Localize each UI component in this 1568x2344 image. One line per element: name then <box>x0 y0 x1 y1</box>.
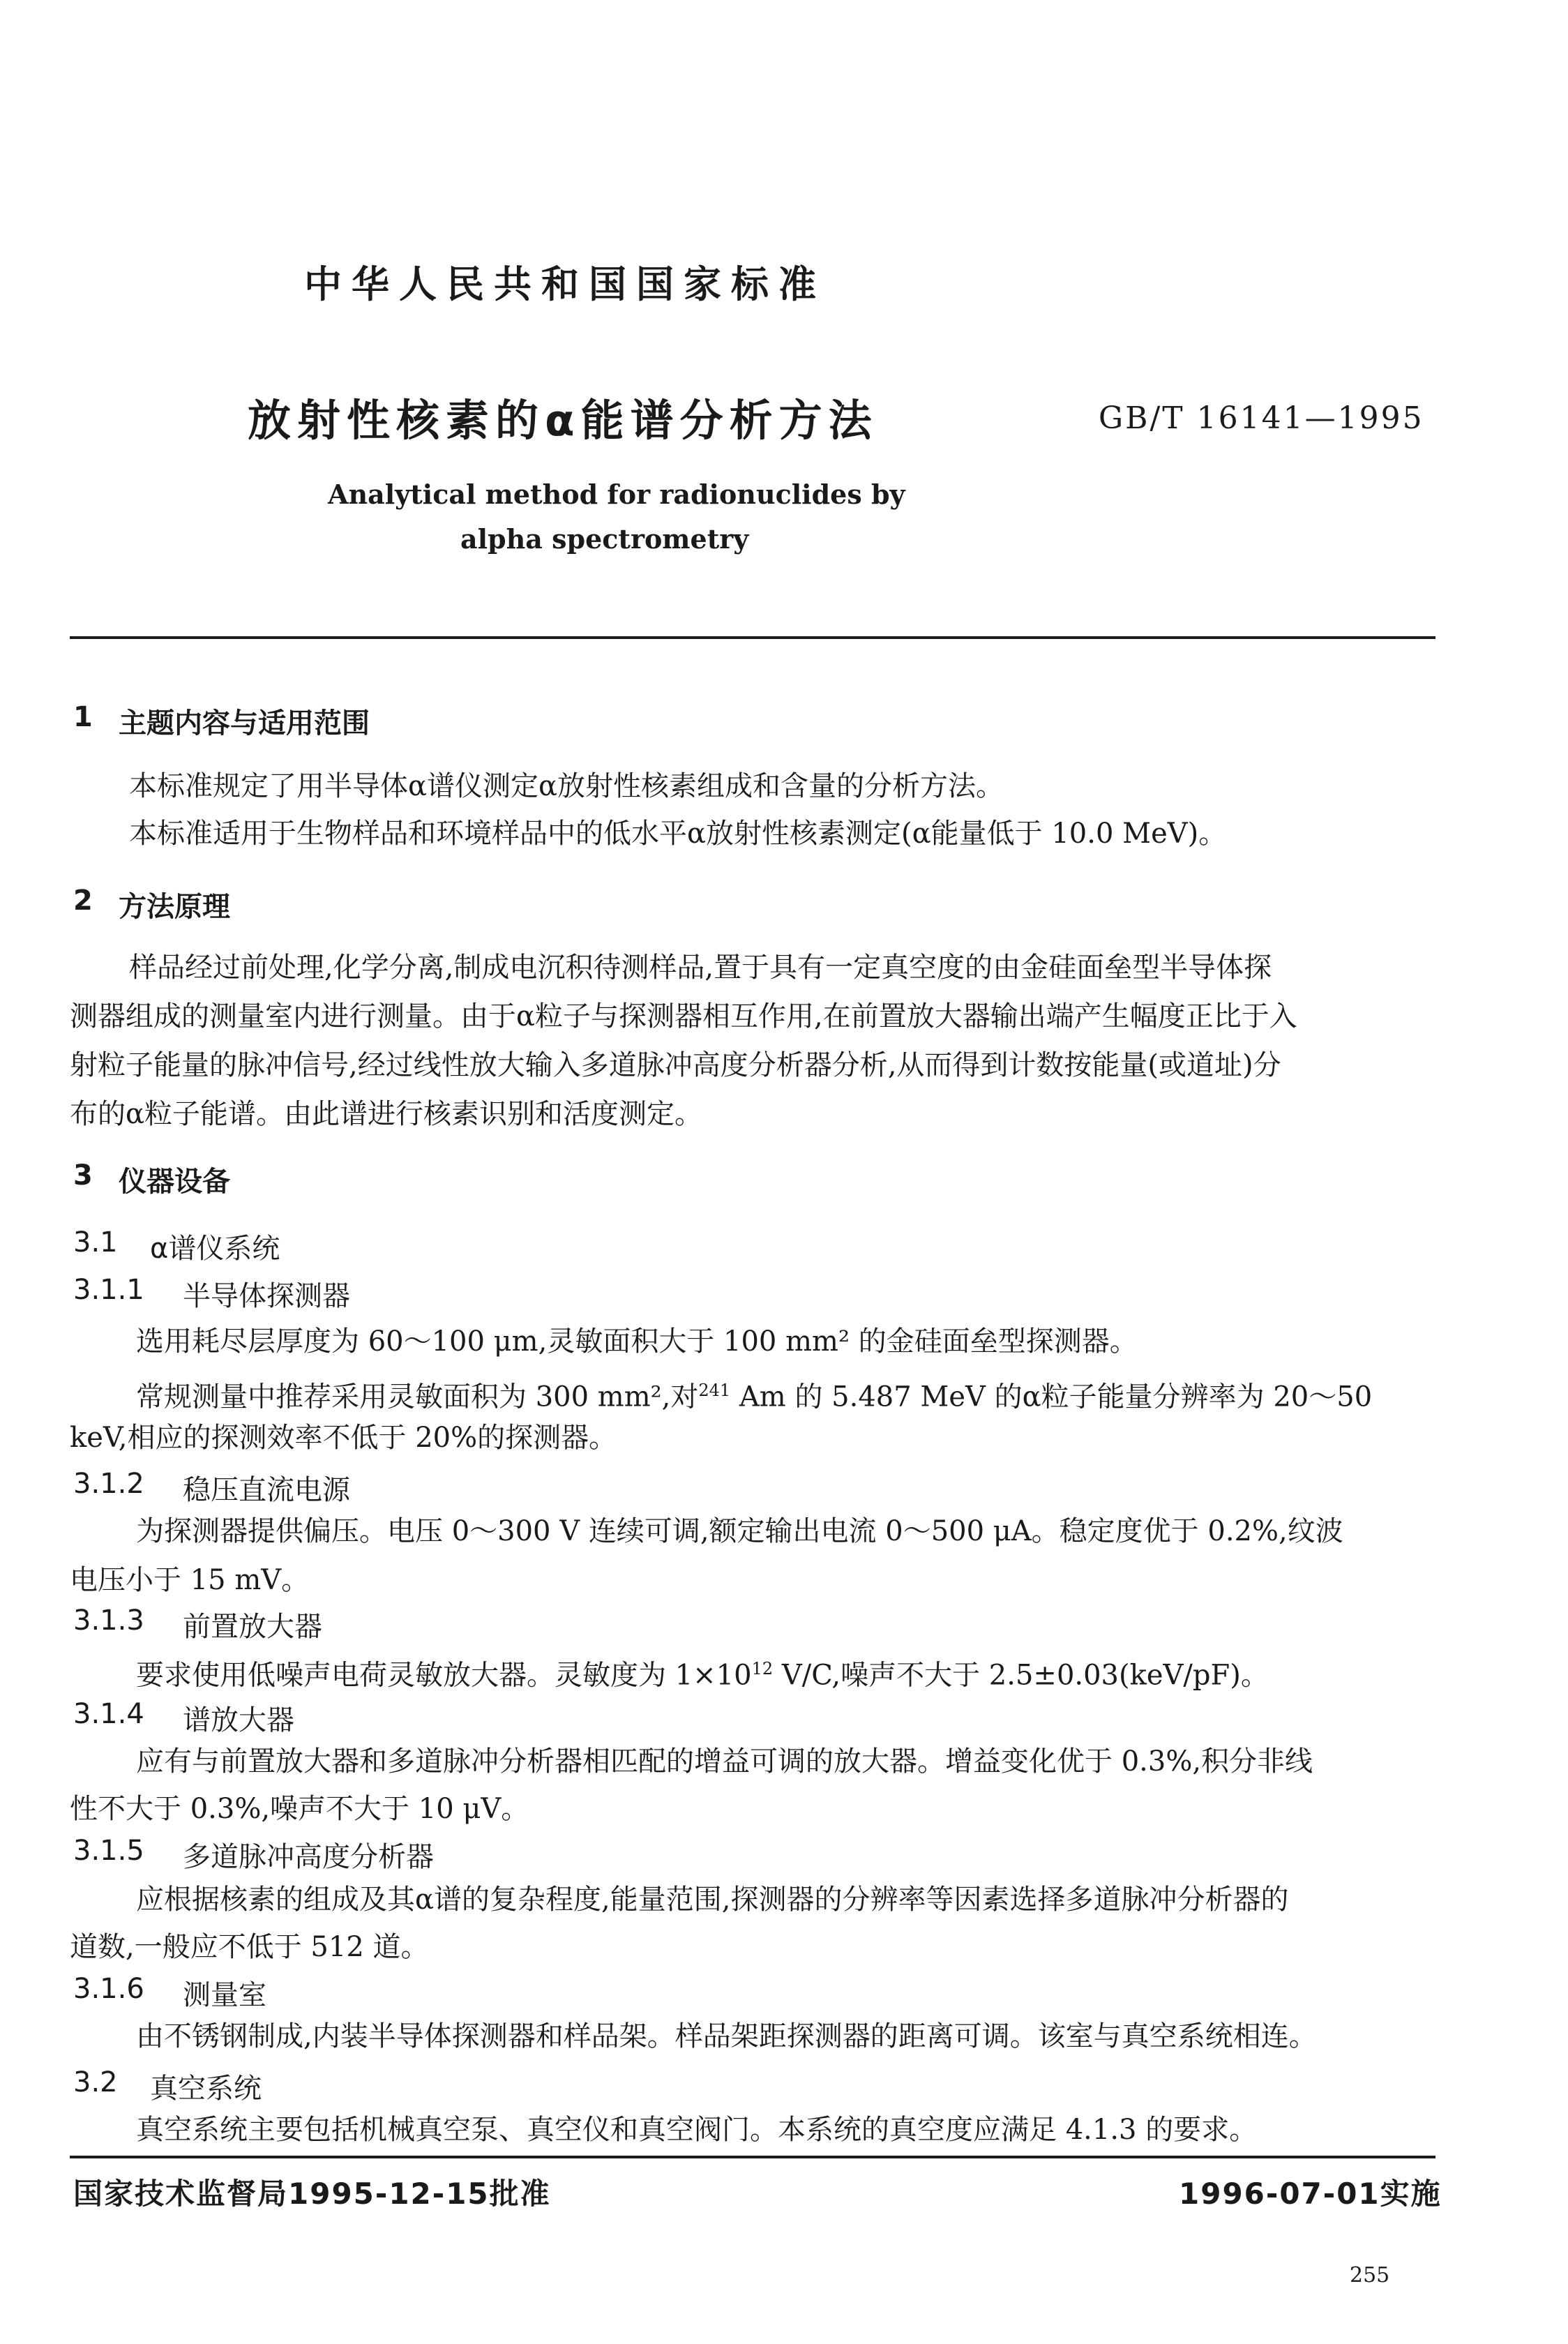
section-2-line-4: 布的α粒子能谱。由此谱进行核素识别和活度测定。 <box>70 1098 703 1130</box>
section-3-title: 仪器设备 <box>119 1166 230 1198</box>
subsection-3-1-2-line-2: 电压小于 15 mV。 <box>70 1564 310 1596</box>
subsection-3-1-2-title: 稳压直流电源 <box>183 1474 350 1506</box>
document-title-en-line1: Analytical method for radionuclides by <box>328 479 905 510</box>
page-number: 255 <box>1350 2263 1390 2287</box>
section-1-paragraph-2: 本标准适用于生物样品和环境样品中的低水平α放射性核素测定(α能量低于 10.0 MeV)。 <box>129 818 1227 850</box>
subsection-3-1-1-line-3: keV,相应的探测效率不低于 20%的探测器。 <box>70 1422 617 1454</box>
subsection-3-1-3-title: 前置放大器 <box>183 1611 322 1643</box>
subsection-3-1-1-line-1: 选用耗尽层厚度为 60～100 μm,灵敏面积大于 100 mm² 的金硅面垒型探测器。 <box>136 1325 1138 1358</box>
exponent-superscript: 12 <box>751 1659 774 1678</box>
section-2-number: 2 <box>73 885 93 917</box>
subsection-3-1-4-line-2: 性不大于 0.3%,噪声不大于 10 μV。 <box>70 1793 529 1825</box>
subsection-3-2-title: 真空系统 <box>150 2073 262 2105</box>
subsection-3-1-4-line-1: 应有与前置放大器和多道脉冲分析器相匹配的增益可调的放大器。增益变化优于 0.3%,积分非线 <box>136 1745 1313 1778</box>
isotope-mass-superscript: 241 <box>698 1381 731 1400</box>
subsection-3-1-3-number: 3.1.3 <box>73 1605 144 1637</box>
section-2-line-1: 样品经过前处理,化学分离,制成电沉积待测样品,置于具有一定真空度的由金硅面垒型半导体探 <box>129 952 1272 984</box>
line-2-end: Am 的 5.487 MeV 的α粒子能量分辨率为 20～50 <box>730 1381 1373 1413</box>
section-1-paragraph-1: 本标准规定了用半导体α谱仪测定α放射性核素组成和含量的分析方法。 <box>129 770 1004 802</box>
subsection-3-1-6-line-1: 由不锈钢制成,内装半导体探测器和样品架。样品架距探测器的距离可调。该室与真空系统相连。 <box>136 2020 1317 2052</box>
document-title-cn: 放射性核素的α能谱分析方法 <box>248 395 878 446</box>
subsection-3-1-2-number: 3.1.2 <box>73 1468 144 1500</box>
subsection-3-1-title: α谱仪系统 <box>150 1233 280 1265</box>
subsection-3-1-5-line-2: 道数,一般应不低于 512 道。 <box>70 1931 429 1963</box>
section-3-number: 3 <box>73 1159 93 1192</box>
subsection-3-1-5-line-1: 应根据核素的组成及其α谱的复杂程度,能量范围,探测器的分辨率等因素选择多道脉冲分析器的 <box>136 1884 1289 1916</box>
subsection-3-1-4-title: 谱放大器 <box>183 1704 294 1736</box>
line-1-end: V/C,噪声不大于 2.5±0.03(keV/pF)。 <box>773 1659 1269 1692</box>
section-2-title: 方法原理 <box>119 891 230 923</box>
section-1-title: 主题内容与适用范围 <box>119 707 370 739</box>
approval-statement: 国家技术监督局1995-12-15批准 <box>73 2177 551 2211</box>
subsection-3-1-number: 3.1 <box>73 1226 118 1259</box>
section-2-line-2: 测器组成的测量室内进行测量。由于α粒子与探测器相互作用,在前置放大器输出端产生幅度正比于入 <box>70 1000 1297 1032</box>
subsection-3-1-3-line-1 <box>136 1644 1269 1699</box>
subsection-3-1-5-title: 多道脉冲高度分析器 <box>183 1841 434 1873</box>
subsection-3-1-6-title: 测量室 <box>183 1979 266 2011</box>
line-2-start: 常规测量中推荐采用灵敏面积为 300 mm²,对 <box>136 1381 699 1413</box>
subsection-3-1-4-number: 3.1.4 <box>73 1698 144 1730</box>
section-1-number: 1 <box>73 701 93 733</box>
subsection-3-1-1-number: 3.1.1 <box>73 1274 144 1306</box>
subsection-3-1-1-title: 半导体探测器 <box>183 1280 350 1312</box>
subsection-3-2-line-1: 真空系统主要包括机械真空泵、真空仪和真空阀门。本系统的真空度应满足 4.1.3 的要求。 <box>136 2114 1258 2146</box>
standard-code: GB/T 16141—1995 <box>1099 400 1424 436</box>
national-standard-title: 中华人民共和国国家标准 <box>304 262 826 306</box>
subsection-3-2-number: 3.2 <box>73 2066 118 2098</box>
subsection-3-1-5-number: 3.1.5 <box>73 1835 144 1867</box>
effective-date: 1996-07-01实施 <box>1179 2177 1442 2211</box>
subsection-3-1-6-number: 3.1.6 <box>73 1973 144 2005</box>
line-1-start: 要求使用低噪声电荷灵敏放大器。灵敏度为 1×10 <box>136 1659 752 1692</box>
footer-divider <box>70 2156 1435 2158</box>
document-title-en-line2: alpha spectrometry <box>460 523 749 555</box>
header-divider <box>70 636 1435 639</box>
section-2-line-3: 射粒子能量的脉冲信号,经过线性放大输入多道脉冲高度分析器分析,从而得到计数按能量(或道址)分 <box>70 1049 1281 1081</box>
subsection-3-1-2-line-1: 为探测器提供偏压。电压 0～300 V 连续可调,额定输出电流 0～500 μA。稳定度优于 0.2%,纹波 <box>136 1515 1343 1547</box>
